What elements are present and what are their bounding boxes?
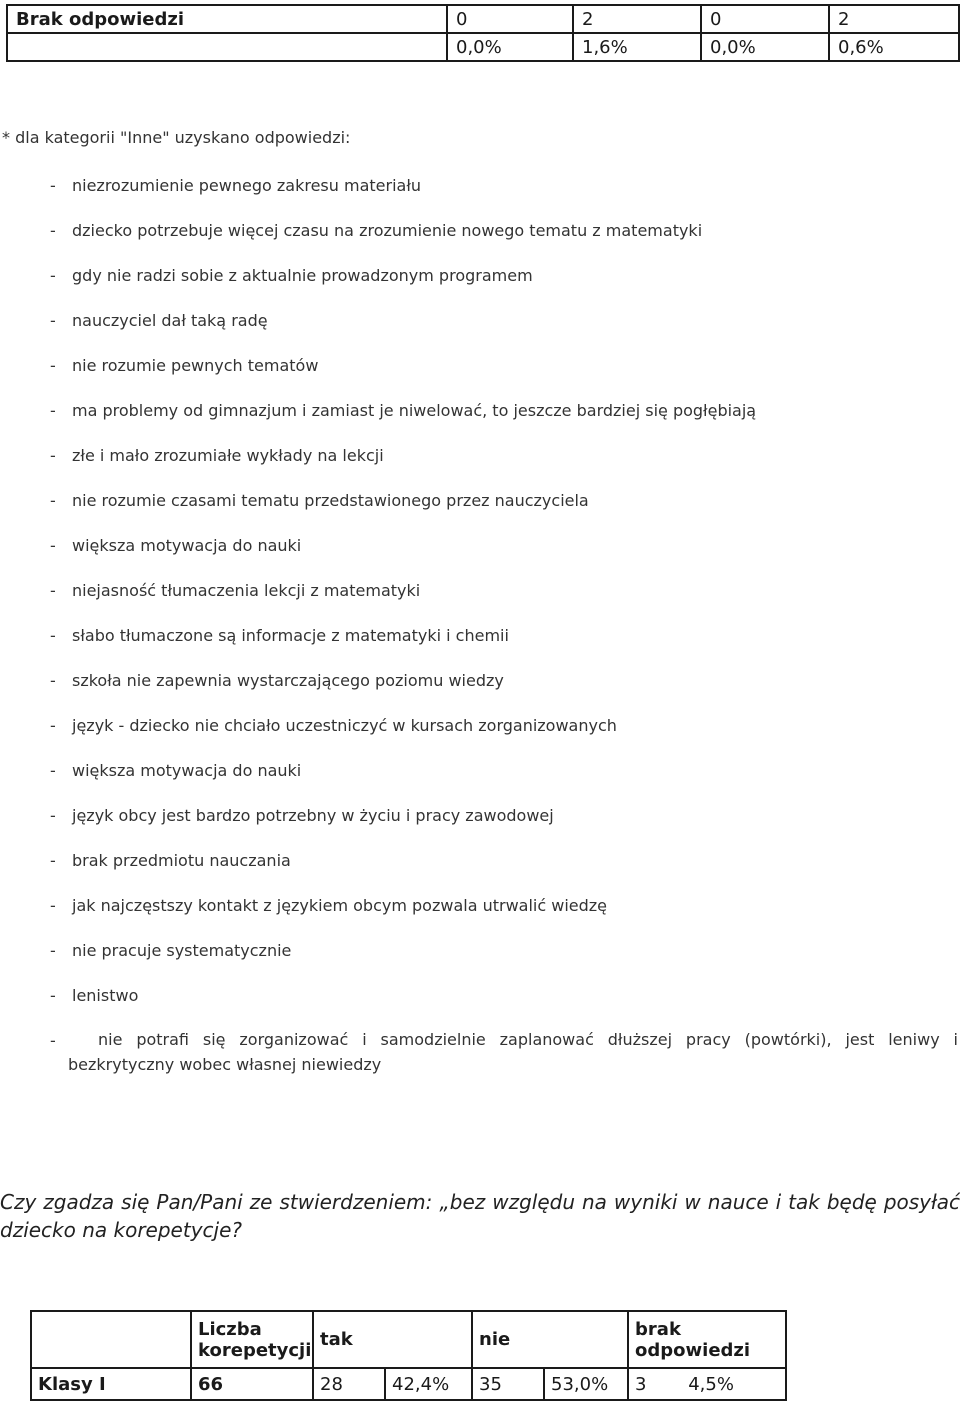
list-item-text: niejasność tłumaczenia lekcji z matematyki [72,581,421,600]
list-item [0,354,960,399]
row-label: Brak odpowiedzi [7,5,447,33]
table-cell: 2 [829,5,959,33]
list-item [0,309,960,354]
row-label: Klasy I [31,1368,191,1400]
list-item-text: nauczyciel dał taką radę [72,311,268,330]
no-percent-cell: 53,0% [544,1368,628,1400]
list-dash: - [50,401,56,420]
header-count: Liczba korepetycji [191,1311,313,1368]
list-item-text: nie pracuje systematycznie [72,941,292,960]
list-dash: - [50,851,56,870]
list-item [0,804,960,849]
list-dash: - [50,221,56,240]
table-cell: 0 [447,5,573,33]
list-item-text: niezrozumienie pewnego zakresu materiału [72,176,421,195]
list-item [0,399,960,444]
header-no: nie [472,1311,628,1368]
list-dash: - [50,896,56,915]
list-item [0,939,960,984]
list-item [0,534,960,579]
yes-count-cell: 28 [313,1368,385,1400]
list-item-text: jak najczęstszy kontakt z językiem obcym pozwala utrwalić wiedzę [72,896,608,915]
none-percent: 4,5% [688,1373,734,1395]
survey-question: Czy zgadza się Pan/Pani ze stwierdzeniem: „bez względu na wyniki w nauce i tak będę posyłać dziecko na korepetycje? [0,1190,960,1242]
list-item [0,714,960,759]
list-dash: - [50,626,56,645]
yes-percent-cell: 42,4% [385,1368,472,1400]
list-item-text: szkoła nie zapewnia wystarczającego poziomu wiedzy [72,671,504,690]
table-row [7,5,959,33]
row-label [7,33,447,61]
list-item [0,984,960,1029]
list-item-text: język obcy jest bardzo potrzebny w życiu i pracy zawodowej [72,806,554,825]
table-row [7,33,959,61]
list-item-text: słabo tłumaczone są informacje z matematyki i chemii [72,626,509,645]
none-cell [628,1368,786,1400]
list-item [0,264,960,309]
no-count-cell: 35 [472,1368,544,1400]
header-none: brak odpowiedzi [628,1311,786,1368]
list-dash: - [50,311,56,330]
list-dash: - [50,1031,56,1050]
list-item [0,219,960,264]
table-cell: 2 [573,5,701,33]
list-item [0,759,960,804]
table-row [31,1368,786,1400]
list-dash: - [50,446,56,465]
list-dash: - [50,941,56,960]
list-dash: - [50,581,56,600]
list-dash: - [50,356,56,375]
list-dash: - [50,806,56,825]
list-item-text: większa motywacja do nauki [72,761,302,780]
table-cell: 1,6% [573,33,701,61]
list-item [0,579,960,624]
answers-intro: * dla kategorii "Inne" uzyskano odpowiedzi: [2,128,351,147]
list-dash: - [50,986,56,1005]
list-item-text: nie rozumie czasami tematu przedstawionego przez nauczyciela [72,491,589,510]
list-item [0,444,960,489]
table-header-row [31,1311,786,1368]
list-item [0,624,960,669]
list-item [0,174,960,219]
list-dash: - [50,671,56,690]
header-yes: tak [313,1311,472,1368]
list-item-text: ma problemy od gimnazjum i zamiast je niwelować, to jeszcze bardziej się pogłębiają [72,401,757,420]
summary-table [6,4,960,62]
table-cell: 0,0% [701,33,829,61]
tutoring-table [30,1310,787,1401]
count-cell: 66 [191,1368,313,1400]
list-item-text: większa motywacja do nauki [72,536,302,555]
list-item-text: nie potrafi się zorganizować i samodzielnie zaplanować dłuższej pracy (powtórki), jest leniwy i bezkrytyczny wobec własnej niewiedzy [68,1030,958,1074]
list-item-text: lenistwo [72,986,139,1005]
answer-list [0,174,960,1099]
list-dash: - [50,266,56,285]
table-cell: 0,6% [829,33,959,61]
list-item-text: brak przedmiotu nauczania [72,851,291,870]
none-count: 3 [635,1373,647,1395]
list-item [0,849,960,894]
list-item-text: złe i mało zrozumiałe wykłady na lekcji [72,446,384,465]
list-dash: - [50,536,56,555]
list-dash: - [50,716,56,735]
list-item [0,489,960,534]
list-dash: - [50,491,56,510]
list-dash: - [50,176,56,195]
table-cell: 0 [701,5,829,33]
list-item [0,1029,960,1099]
header-cell-empty [31,1311,191,1368]
list-item-text: dziecko potrzebuje więcej czasu na zrozumienie nowego tematu z matematyki [72,221,703,240]
list-item [0,669,960,714]
list-item-text: język - dziecko nie chciało uczestniczyć w kursach zorganizowanych [72,716,617,735]
list-dash: - [50,761,56,780]
table-cell: 0,0% [447,33,573,61]
list-item [0,894,960,939]
list-item-text: nie rozumie pewnych tematów [72,356,319,375]
list-item-text: gdy nie radzi sobie z aktualnie prowadzonym programem [72,266,533,285]
